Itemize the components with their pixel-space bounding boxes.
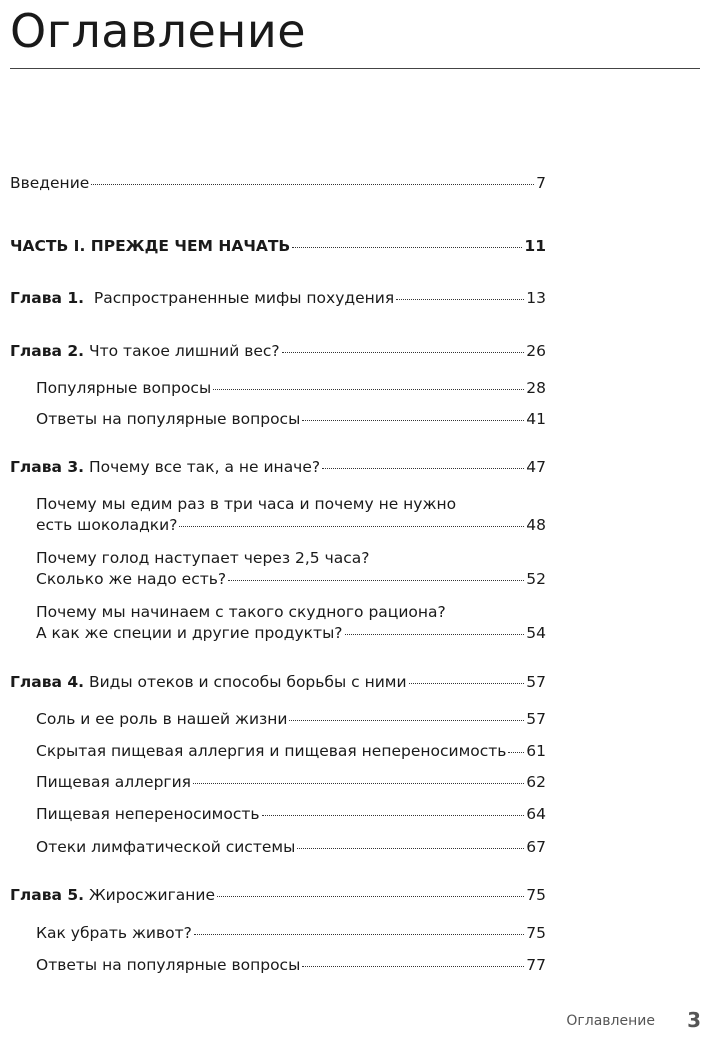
- toc-entry-page: 52: [526, 570, 546, 588]
- dot-leader: [282, 352, 525, 353]
- toc-entry-page: 62: [526, 773, 546, 791]
- toc-entry-line1: Почему голод наступает через 2,5 часа?: [36, 549, 370, 567]
- toc-entry-page: 41: [526, 410, 546, 428]
- toc-entry-page: 61: [526, 742, 546, 760]
- toc-entry-page: 48: [526, 516, 546, 534]
- toc-entry-page: 47: [526, 458, 546, 476]
- toc-entry-section[interactable]: [36, 923, 546, 944]
- toc-chapter-prefix: Глава 3.: [10, 458, 85, 476]
- toc-entry-section-multiline[interactable]: [36, 548, 546, 590]
- toc-chapter-prefix: Глава 1.: [10, 289, 85, 307]
- toc-entry-section[interactable]: [36, 837, 546, 858]
- dot-leader: [213, 389, 524, 390]
- toc-chapter-prefix: Глава 2.: [10, 342, 85, 360]
- toc-entry-label: Скрытая пищевая аллергия и пищевая непереносимость: [36, 742, 507, 760]
- toc-entry-chapter-1[interactable]: [10, 288, 546, 309]
- dot-leader: [179, 526, 524, 527]
- dot-leader: [409, 683, 525, 684]
- toc-entry-section[interactable]: [36, 709, 546, 730]
- toc-chapter-prefix: Глава 5.: [10, 886, 85, 904]
- toc-entry-section-multiline[interactable]: [36, 494, 546, 536]
- toc-entry-label: Соль и ее роль в нашей жизни: [36, 710, 288, 728]
- toc-entry-chapter-2[interactable]: [10, 341, 546, 362]
- dot-leader: [194, 934, 524, 935]
- toc-entry-label: Распространенные мифы похудения: [93, 289, 395, 307]
- toc-entry-label: Ответы на популярные вопросы: [36, 410, 301, 428]
- toc-entry-label: Пищевая аллергия: [36, 773, 191, 791]
- toc-entry-page: 57: [526, 673, 546, 691]
- dot-leader: [396, 299, 524, 300]
- page-title: Оглавление: [10, 4, 307, 58]
- toc-entry-page: 7: [536, 174, 546, 192]
- toc-entry-label: А как же специи и другие продукты?: [36, 624, 343, 642]
- dot-leader: [322, 468, 524, 469]
- toc-entry-label: Отеки лимфатической системы: [36, 838, 296, 856]
- dot-leader: [302, 966, 524, 967]
- toc-entry-section[interactable]: [36, 955, 546, 976]
- toc-entry-section-multiline[interactable]: [36, 602, 546, 644]
- dot-leader: [345, 634, 525, 635]
- toc-entry-label: Ответы на популярные вопросы: [36, 956, 301, 974]
- toc-entry-page: 57: [526, 710, 546, 728]
- dot-leader: [508, 752, 524, 753]
- toc-entry-chapter-5[interactable]: [10, 885, 546, 906]
- toc-entry-label: Что такое лишний вес?: [88, 342, 280, 360]
- toc-entry-label: Как убрать живот?: [36, 924, 192, 942]
- toc-entry-label: ЧАСТЬ I. ПРЕЖДЕ ЧЕМ НАЧАТЬ: [10, 237, 291, 255]
- toc-entry-page: 26: [526, 342, 546, 360]
- toc-entry-section[interactable]: [36, 409, 546, 430]
- toc-entry-chapter-4[interactable]: [10, 672, 546, 693]
- dot-leader: [292, 247, 522, 248]
- toc-entry-label: Пищевая непереносимость: [36, 805, 260, 823]
- dot-leader: [193, 783, 524, 784]
- toc-entry-page: 75: [526, 924, 546, 942]
- toc-entry-page: 54: [526, 624, 546, 642]
- toc-entry-section[interactable]: [36, 378, 546, 399]
- toc-entry-section[interactable]: [36, 741, 546, 762]
- title-divider: [10, 68, 700, 69]
- dot-leader: [302, 420, 524, 421]
- toc-entry-section[interactable]: [36, 772, 546, 793]
- dot-leader: [289, 720, 524, 721]
- toc-entry-page: 64: [526, 805, 546, 823]
- toc-entry-page: 11: [524, 237, 546, 255]
- running-footer-label: Оглавление: [566, 1013, 655, 1029]
- page-number: 3: [687, 1008, 701, 1032]
- toc-entry-line1: Почему мы едим раз в три часа и почему не нужно: [36, 495, 457, 513]
- toc-entry-label: Почему все так, а не иначе?: [88, 458, 321, 476]
- toc-entry-page: 77: [526, 956, 546, 974]
- toc-entry-part-1[interactable]: [10, 236, 546, 257]
- dot-leader: [297, 848, 524, 849]
- dot-leader: [262, 815, 525, 816]
- toc-entry-page: 75: [526, 886, 546, 904]
- toc-entry-line1: Почему мы начинаем с такого скудного рациона?: [36, 603, 446, 621]
- toc-entry-label: Введение: [10, 174, 90, 192]
- toc-entry-introduction[interactable]: [10, 173, 546, 194]
- toc-entry-section[interactable]: [36, 804, 546, 825]
- toc-entry-chapter-3[interactable]: [10, 457, 546, 478]
- toc-entry-label: Жиросжигание: [88, 886, 216, 904]
- toc-entry-label: Сколько же надо есть?: [36, 570, 227, 588]
- dot-leader: [91, 184, 534, 185]
- toc-entry-label: Виды отеков и способы борьбы с ними: [88, 673, 407, 691]
- dot-leader: [228, 580, 524, 581]
- dot-leader: [217, 896, 524, 897]
- toc-entry-label: Популярные вопросы: [36, 379, 212, 397]
- toc-entry-page: 13: [526, 289, 546, 307]
- toc-entry-page: 28: [526, 379, 546, 397]
- toc-entry-label: есть шоколадки?: [36, 516, 178, 534]
- toc-entry-page: 67: [526, 838, 546, 856]
- toc-chapter-prefix: Глава 4.: [10, 673, 85, 691]
